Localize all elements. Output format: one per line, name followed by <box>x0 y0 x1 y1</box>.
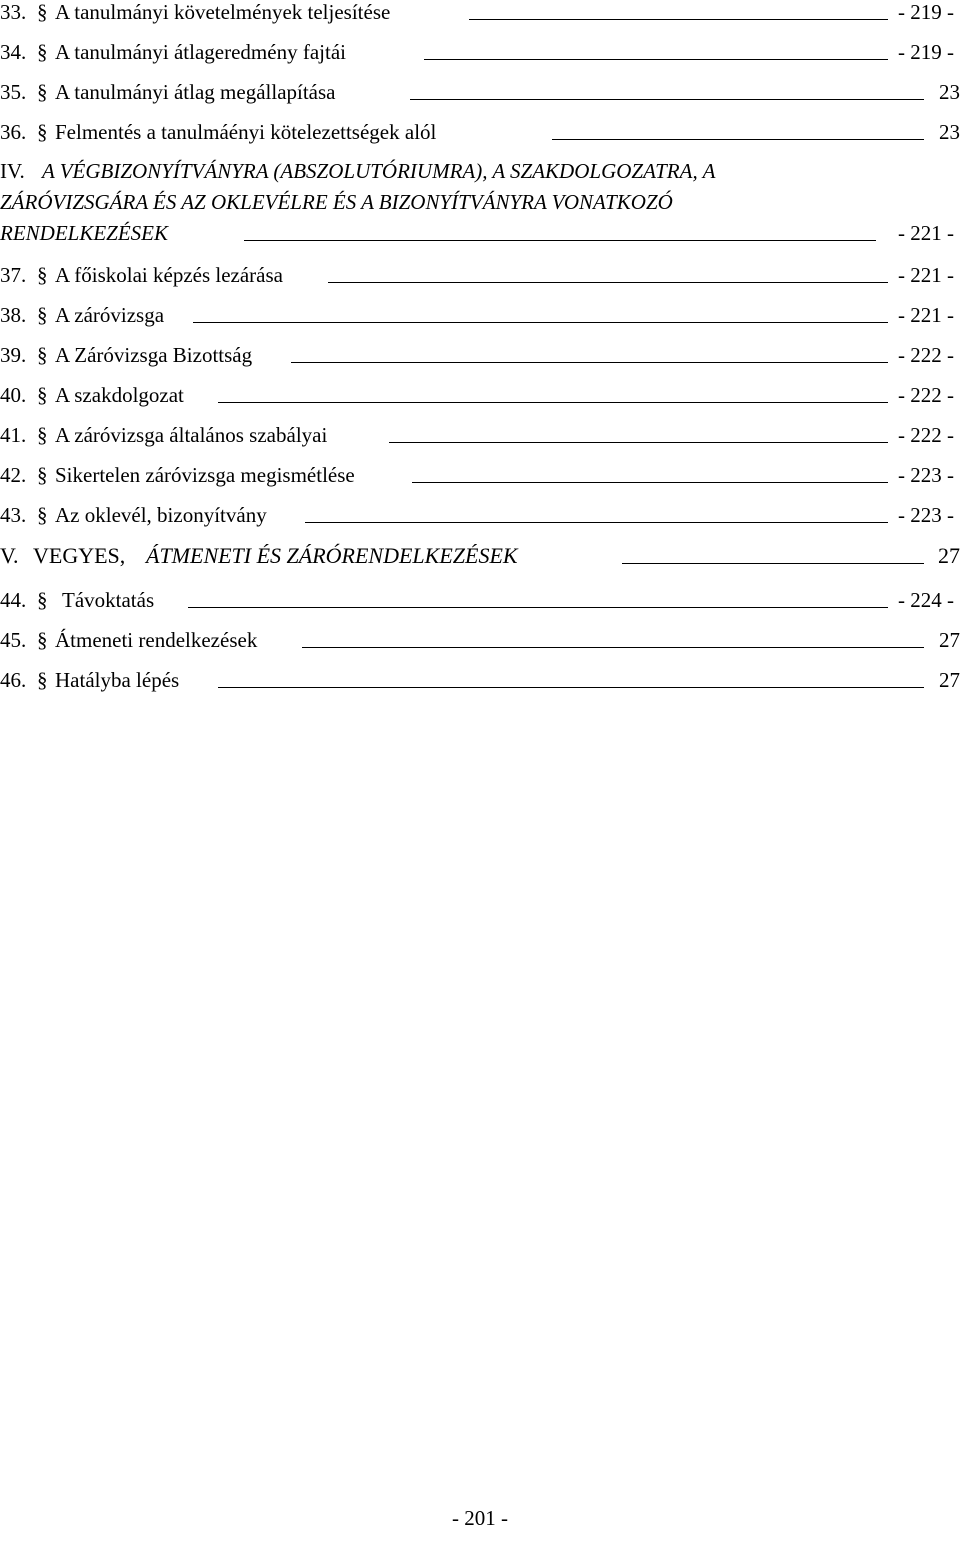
dot-leader <box>469 19 888 20</box>
entry-page: 23 <box>939 80 960 104</box>
entry-number: 43. <box>0 503 27 527</box>
entry-title: Hatályba lépés <box>55 668 180 692</box>
section-sign-icon: § <box>37 423 48 447</box>
entry-page: - 222 - <box>898 423 954 447</box>
toc-entry-39[interactable] <box>0 340 960 370</box>
entry-page: - 223 - <box>898 463 954 487</box>
toc-entry-38[interactable] <box>0 300 960 330</box>
page-number: - 201 - <box>452 1506 508 1530</box>
entry-number: 37. <box>0 263 27 287</box>
dot-leader <box>410 99 924 100</box>
dot-leader <box>328 282 888 283</box>
dot-leader <box>218 687 924 688</box>
section-sign-icon: § <box>37 383 48 407</box>
section-sign-icon: § <box>37 40 48 64</box>
toc-entry-45[interactable] <box>0 625 960 655</box>
dot-leader <box>244 240 876 241</box>
toc-chapter-iv[interactable] <box>0 156 960 256</box>
entry-number: 46. <box>0 668 27 692</box>
entry-number: 42. <box>0 463 27 487</box>
dot-leader <box>302 647 924 648</box>
section-sign-icon: § <box>37 0 48 24</box>
entry-number: 34. <box>0 40 27 64</box>
entry-title: A tanulmányi követelmények teljesítése <box>55 0 391 24</box>
entry-number: 38. <box>0 303 27 327</box>
toc-chapter-v[interactable] <box>0 541 960 571</box>
chapter-page: 27 <box>938 543 960 568</box>
section-sign-icon: § <box>37 80 48 104</box>
chapter-page: - 221 - <box>898 221 954 245</box>
entry-page: 23 <box>939 120 960 144</box>
toc-entry-40[interactable] <box>0 380 960 410</box>
entry-number: 39. <box>0 343 27 367</box>
chapter-number: IV. <box>0 159 25 183</box>
dot-leader <box>389 442 888 443</box>
entry-title: A tanulmányi átlag megállapítása <box>55 80 336 104</box>
toc-entry-43[interactable] <box>0 500 960 530</box>
dot-leader <box>291 362 888 363</box>
chapter-number: V. <box>0 543 19 568</box>
chapter-title-line-2: ZÁRÓVIZSGÁRA ÉS AZ OKLEVÉLRE ÉS A BIZONYÍTVÁNYRA VONATKOZÓ <box>0 190 673 214</box>
entry-number: 35. <box>0 80 27 104</box>
entry-title: Az oklevél, bizonyítvány <box>55 503 267 527</box>
entry-page: - 221 - <box>898 303 954 327</box>
entry-number: 40. <box>0 383 27 407</box>
entry-title: A záróvizsga <box>55 303 165 327</box>
entry-title: Távoktatás <box>62 588 155 612</box>
chapter-title-plain: VEGYES, <box>33 543 126 568</box>
section-sign-icon: § <box>37 628 48 652</box>
toc-entry-36[interactable] <box>0 117 960 147</box>
entry-title: A Záróvizsga Bizottság <box>55 343 253 367</box>
toc-entry-42[interactable] <box>0 460 960 490</box>
section-sign-icon: § <box>37 588 48 612</box>
toc-entry-34[interactable] <box>0 37 960 67</box>
dot-leader <box>305 522 888 523</box>
dot-leader <box>193 322 888 323</box>
dot-leader <box>424 59 888 60</box>
chapter-title-line-3: RENDELKEZÉSEK <box>0 221 169 245</box>
dot-leader <box>218 402 888 403</box>
entry-number: 41. <box>0 423 27 447</box>
dot-leader <box>622 563 924 564</box>
entry-number: 45. <box>0 628 27 652</box>
dot-leader <box>412 482 888 483</box>
toc-entry-46[interactable] <box>0 665 960 695</box>
entry-page: 27 <box>939 628 960 652</box>
entry-title: A tanulmányi átlageredmény fajtái <box>55 40 346 64</box>
section-sign-icon: § <box>37 303 48 327</box>
entry-page: - 223 - <box>898 503 954 527</box>
page-footer <box>0 1503 960 1533</box>
dot-leader <box>552 139 924 140</box>
section-sign-icon: § <box>37 503 48 527</box>
entry-title: Átmeneti rendelkezések <box>55 628 258 652</box>
section-sign-icon: § <box>37 463 48 487</box>
entry-number: 44. <box>0 588 27 612</box>
chapter-title-italic: ÁTMENETI ÉS ZÁRÓRENDELKEZÉSEK <box>146 543 518 568</box>
entry-page: - 221 - <box>898 263 954 287</box>
entry-title: A főiskolai képzés lezárása <box>55 263 283 287</box>
entry-page: - 219 - <box>898 40 954 64</box>
entry-title: A szakdolgozat <box>55 383 184 407</box>
toc-entry-37[interactable] <box>0 260 960 290</box>
chapter-title-line-1: A VÉGBIZONYÍTVÁNYRA (ABSZOLUTÓRIUMRA), A SZAKDOLGOZATRA, A <box>42 159 716 183</box>
section-sign-icon: § <box>37 120 48 144</box>
entry-title: A záróvizsga általános szabályai <box>55 423 328 447</box>
toc-entry-33[interactable] <box>0 0 960 27</box>
toc-entry-41[interactable] <box>0 420 960 450</box>
entry-page: - 222 - <box>898 343 954 367</box>
toc-entry-35[interactable] <box>0 77 960 107</box>
entry-page: - 224 - <box>898 588 954 612</box>
section-sign-icon: § <box>37 263 48 287</box>
entry-title: Sikertelen záróvizsga megismétlése <box>55 463 355 487</box>
entry-title: Felmentés a tanulmáényi kötelezettségek alól <box>55 120 437 144</box>
dot-leader <box>188 607 888 608</box>
entry-page: - 219 - <box>898 0 954 24</box>
entry-number: 36. <box>0 120 27 144</box>
entry-page: 27 <box>939 668 960 692</box>
section-sign-icon: § <box>37 668 48 692</box>
entry-number: 33. <box>0 0 27 24</box>
section-sign-icon: § <box>37 343 48 367</box>
toc-entry-44[interactable] <box>0 585 960 615</box>
entry-page: - 222 - <box>898 383 954 407</box>
